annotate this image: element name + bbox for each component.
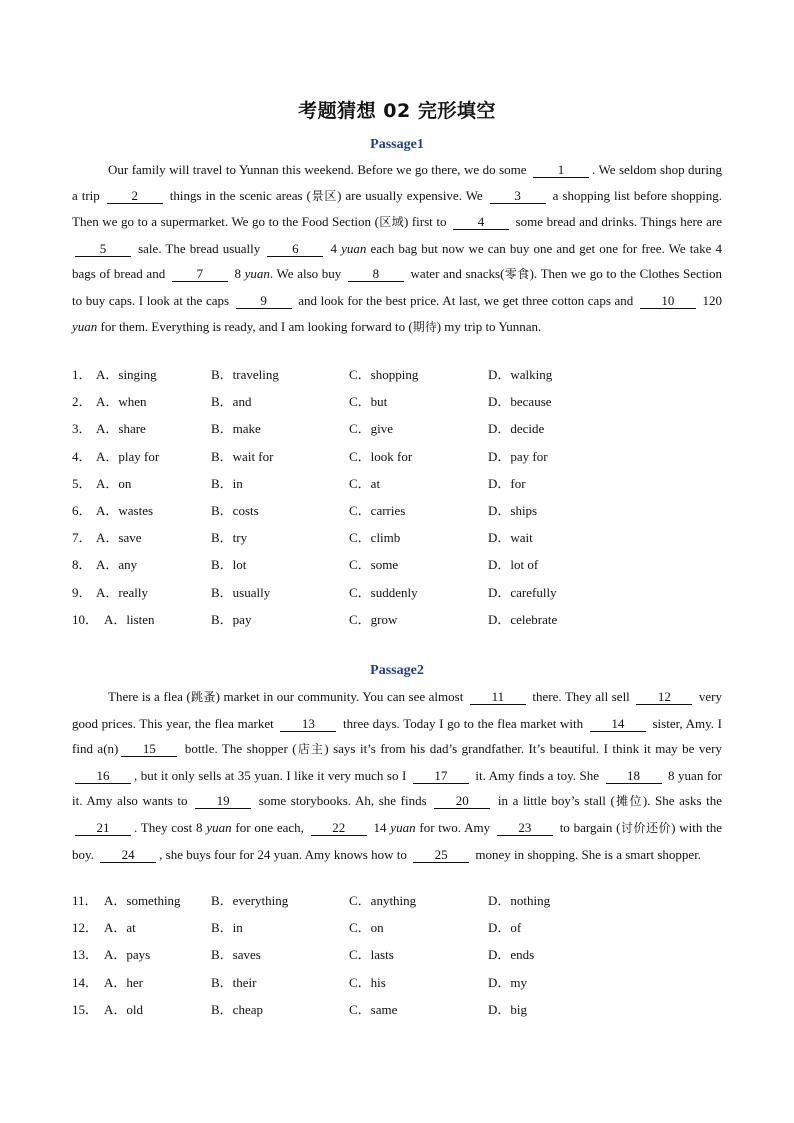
- question-number: 1．: [72, 367, 92, 382]
- text-run: . They cost 8: [134, 819, 207, 835]
- question-number: 3．: [72, 421, 92, 437]
- blank-13: 13: [280, 716, 336, 732]
- italic-word: yuan: [244, 266, 270, 282]
- question-number: 8．: [72, 557, 92, 573]
- option-d[interactable]: D．because: [488, 394, 552, 410]
- question-row: [72, 473, 732, 500]
- text-run: things in the scenic areas (: [165, 187, 311, 203]
- option-b[interactable]: B．wait for: [211, 448, 274, 464]
- blank-2: 2: [107, 188, 163, 204]
- option-a[interactable]: A．old: [104, 1001, 144, 1017]
- option-a[interactable]: A．pays: [104, 947, 151, 963]
- passage1-options: [72, 364, 732, 636]
- option-d[interactable]: D．wait: [488, 530, 533, 546]
- blank-14: 14: [590, 716, 646, 732]
- question-row: [72, 582, 732, 609]
- question-number: 13．: [72, 947, 99, 963]
- chinese-gloss: 店主: [296, 742, 325, 757]
- text-run: , but it only sells at 35 yuan. I like it very much so I: [134, 767, 410, 783]
- blank-6: 6: [267, 241, 323, 257]
- blank-24: 24: [100, 847, 156, 863]
- blank-16: 16: [75, 768, 131, 784]
- option-b[interactable]: B．lot: [211, 557, 247, 573]
- option-d[interactable]: D．nothing: [488, 893, 551, 908]
- question-row: [72, 917, 732, 944]
- passage2-options: [72, 890, 732, 1026]
- option-a[interactable]: A．when: [96, 394, 147, 410]
- question-number: 5．: [72, 475, 92, 491]
- text-run: ) are usually expensive. We: [337, 187, 487, 203]
- option-c[interactable]: C．on: [349, 920, 384, 936]
- option-b[interactable]: B．and: [211, 394, 252, 410]
- question-number: 9．: [72, 584, 92, 600]
- question-number: 2．: [72, 394, 92, 410]
- chinese-gloss: 跳蚤: [190, 690, 216, 704]
- option-d[interactable]: D．carefully: [488, 584, 557, 600]
- text-run: . We seldom shop during a trip: [72, 162, 722, 203]
- option-d[interactable]: D．for: [488, 475, 526, 491]
- page-title: 考题猜想 02 完形填空: [298, 100, 496, 122]
- option-a[interactable]: A．any: [96, 557, 138, 573]
- chinese-gloss: 区域: [378, 215, 404, 230]
- blank-19: 19: [195, 793, 251, 809]
- blank-11: 11: [470, 689, 526, 705]
- text-run: 4: [326, 240, 342, 256]
- option-b[interactable]: B．try: [211, 530, 248, 546]
- option-d[interactable]: D．ends: [488, 947, 535, 963]
- option-b[interactable]: B．everything: [211, 893, 289, 908]
- question-row: [72, 890, 732, 917]
- passage2-text: [72, 684, 722, 867]
- option-a[interactable]: A．play for: [96, 448, 160, 464]
- option-c[interactable]: C．climb: [349, 530, 401, 546]
- question-number: 6．: [72, 502, 92, 518]
- text-run: there. They all sell: [528, 689, 634, 704]
- question-row: [72, 609, 732, 636]
- text-run: ) my trip to Yunnan.: [436, 318, 542, 334]
- text-run: 8: [230, 266, 245, 282]
- text-run: sister, Amy. I find a(n): [72, 715, 722, 757]
- text-run: 120: [698, 292, 723, 308]
- option-b[interactable]: B．pay: [211, 611, 252, 627]
- option-c[interactable]: C．but: [349, 394, 388, 410]
- text-run: in a little boy’s stall (: [493, 793, 615, 809]
- option-b[interactable]: B．cheap: [211, 1001, 263, 1017]
- option-a[interactable]: A．share: [96, 421, 146, 437]
- blank-9: 9: [236, 293, 292, 309]
- option-c[interactable]: C．at: [349, 475, 381, 491]
- question-number: 7．: [72, 530, 92, 546]
- blank-20: 20: [434, 793, 490, 809]
- text-run: ) with the boy.: [72, 819, 723, 862]
- question-row: [72, 999, 732, 1026]
- option-d[interactable]: D．of: [488, 920, 522, 936]
- blank-17: 17: [413, 768, 469, 784]
- question-number: 4．: [72, 448, 92, 464]
- option-c[interactable]: C．give: [349, 421, 394, 437]
- text-run: to bargain (: [555, 819, 621, 835]
- chinese-gloss: 讨价还价: [620, 820, 672, 835]
- text-run: each bag but now we can buy one and get one for free. We take 4 bags of bread and: [72, 240, 723, 282]
- option-a[interactable]: A．her: [104, 974, 143, 990]
- option-c[interactable]: C．anything: [349, 893, 417, 908]
- option-a[interactable]: A．singing: [96, 367, 157, 382]
- text-run: There is a flea (: [108, 689, 191, 704]
- italic-word: yuan: [206, 819, 232, 835]
- question-row: [72, 554, 732, 581]
- blank-1: 1: [533, 162, 589, 178]
- question-number: 15．: [72, 1001, 99, 1017]
- question-row: [72, 944, 732, 971]
- option-b[interactable]: B．costs: [211, 502, 259, 518]
- blank-21: 21: [75, 820, 131, 836]
- option-d[interactable]: D．my: [488, 974, 528, 990]
- option-a[interactable]: A．wastes: [96, 502, 154, 518]
- question-row: [72, 418, 732, 445]
- question-number: 14．: [72, 974, 99, 990]
- option-c[interactable]: C．some: [349, 557, 399, 573]
- blank-7: 7: [172, 266, 228, 282]
- blank-18: 18: [606, 768, 662, 784]
- italic-word: yuan: [341, 240, 367, 256]
- text-run: bottle. The shopper (: [180, 741, 297, 757]
- blank-5: 5: [75, 241, 131, 257]
- blank-8: 8: [348, 266, 404, 282]
- question-row: [72, 500, 732, 527]
- text-run: ) first to: [403, 214, 451, 230]
- chinese-gloss: 期待: [412, 319, 437, 334]
- option-c[interactable]: C．grow: [349, 611, 398, 627]
- option-a[interactable]: A．really: [96, 584, 148, 600]
- blank-12: 12: [636, 689, 692, 705]
- blank-4: 4: [453, 214, 509, 230]
- option-b[interactable]: B．their: [211, 974, 257, 990]
- text-run: . We also buy: [269, 266, 345, 282]
- text-run: and look for the best price. At last, we get three cotton caps and: [294, 292, 637, 308]
- option-d[interactable]: D．lot of: [488, 557, 539, 573]
- text-run: 14: [369, 819, 391, 835]
- option-a[interactable]: A．something: [104, 893, 181, 908]
- option-b[interactable]: B．usually: [211, 584, 271, 600]
- option-d[interactable]: D．decide: [488, 421, 545, 437]
- chinese-gloss: 零食: [504, 267, 530, 282]
- chinese-gloss: 景区: [310, 188, 338, 203]
- text-run: for them. Everything is ready, and I am looking forward to (: [97, 318, 413, 334]
- text-run: ) market in our community. You can see almost: [215, 689, 467, 704]
- option-d[interactable]: D．ships: [488, 502, 538, 518]
- italic-word: yuan: [390, 819, 416, 835]
- passage2-heading: Passage2: [370, 663, 424, 678]
- passage1-text: [72, 157, 722, 340]
- option-a[interactable]: A．save: [96, 530, 142, 546]
- option-c[interactable]: C．carries: [349, 502, 406, 518]
- option-c[interactable]: C．look for: [349, 448, 413, 464]
- option-d[interactable]: D．pay for: [488, 448, 548, 464]
- question-row: [72, 446, 732, 473]
- option-b[interactable]: B．in: [211, 475, 243, 491]
- option-c[interactable]: C．suddenly: [349, 584, 418, 600]
- text-run: , she buys four for 24 yuan. Amy knows how to: [159, 846, 411, 862]
- text-run: ). Then we go to the Clothes Section to buy caps. I look at the caps: [72, 266, 722, 308]
- text-run: it. Amy finds a toy. She: [471, 767, 603, 783]
- text-run: for one each,: [231, 819, 308, 835]
- option-b[interactable]: B．saves: [211, 947, 261, 963]
- question-number: 10．: [72, 611, 99, 627]
- option-c[interactable]: C．shopping: [349, 367, 419, 382]
- option-b[interactable]: B．traveling: [211, 367, 279, 382]
- option-d[interactable]: D．walking: [488, 367, 553, 382]
- question-row: [72, 527, 732, 554]
- text-run: water and snacks(: [406, 266, 505, 282]
- text-run: very good prices. This year, the flea market: [72, 689, 722, 731]
- blank-10: 10: [640, 293, 696, 309]
- text-run: sale. The bread usually: [134, 240, 265, 256]
- option-c[interactable]: C．same: [349, 1001, 398, 1017]
- text-run: for two. Amy: [415, 819, 494, 835]
- blank-22: 22: [311, 820, 367, 836]
- option-d[interactable]: D．big: [488, 1001, 528, 1017]
- chinese-gloss: 摊位: [614, 794, 643, 809]
- question-row: [72, 391, 732, 418]
- option-a[interactable]: A．listen: [104, 611, 155, 627]
- text-run: money in shopping. She is a smart shopper.: [472, 846, 702, 862]
- text-run: some bread and drinks. Things here are: [512, 214, 723, 230]
- text-run: ). She asks the: [642, 793, 722, 809]
- blank-23: 23: [497, 820, 553, 836]
- question-number: 12．: [72, 920, 99, 936]
- question-row: [72, 364, 732, 391]
- italic-word: yuan: [72, 318, 98, 334]
- option-b[interactable]: B．make: [211, 421, 261, 437]
- text-run: ) says it’s from his dad’s grandfather. It’s beautiful. I think it may be very: [324, 741, 722, 757]
- text-run: 8 yuan for it. Amy also wants to: [72, 767, 722, 809]
- text-run: a shopping list before shopping. Then we go to a supermarket. We go to the Food Section (: [72, 187, 722, 230]
- option-b[interactable]: B．in: [211, 920, 243, 936]
- question-row: [72, 972, 732, 999]
- text-run: some storybooks. Ah, she finds: [254, 793, 432, 809]
- blank-3: 3: [490, 188, 546, 204]
- option-d[interactable]: D．celebrate: [488, 611, 558, 627]
- option-c[interactable]: C．his: [349, 974, 386, 990]
- passage1-heading: Passage1: [370, 137, 424, 152]
- blank-25: 25: [413, 847, 469, 863]
- option-a[interactable]: A．at: [104, 920, 136, 936]
- text-run: three days. Today I go to the flea market with: [339, 715, 587, 731]
- text-run: Our family will travel to Yunnan this weekend. Before we go there, we do some: [108, 162, 531, 177]
- question-number: 11．: [72, 893, 98, 908]
- blank-15: 15: [121, 741, 177, 757]
- option-a[interactable]: A．on: [96, 475, 132, 491]
- option-c[interactable]: C．lasts: [349, 947, 394, 963]
